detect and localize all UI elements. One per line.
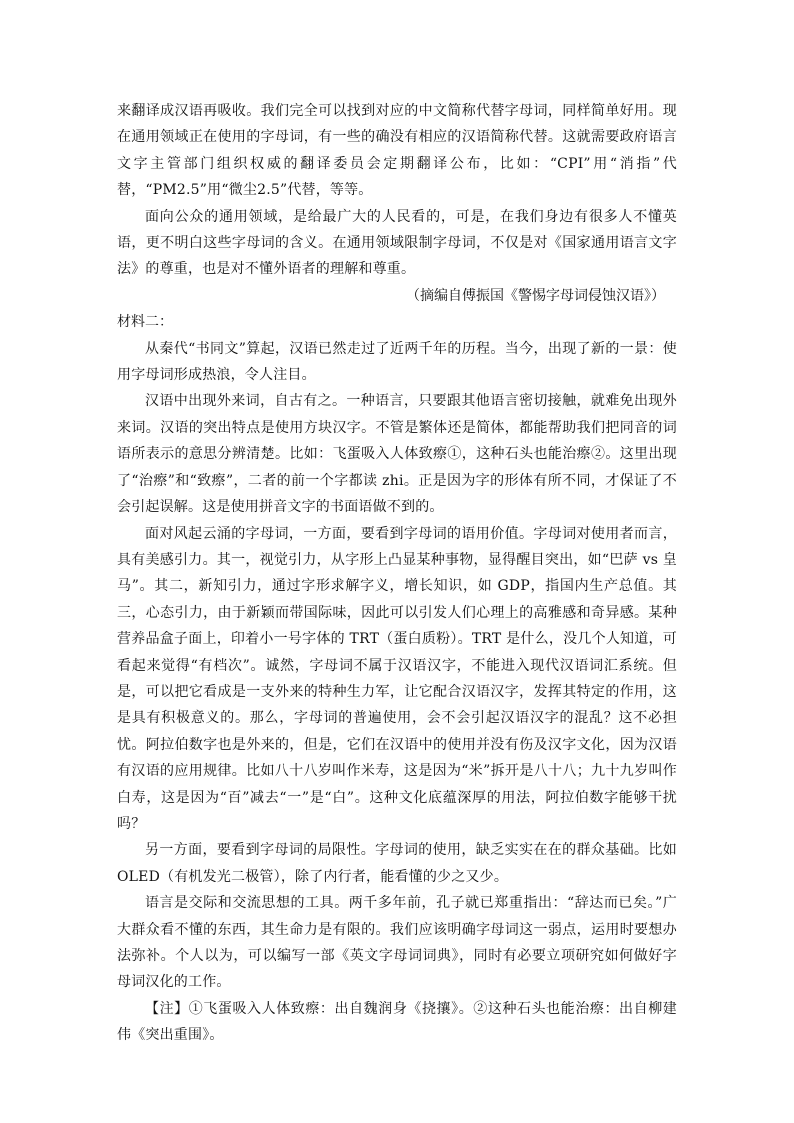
document-page: [117, 98, 677, 1049]
footnote: 【注】①飞蛋吸入人体致瘵：出自魏润身《挠攘》。②这种石头也能治瘵：出自柳建伟《突出重围》。: [117, 1000, 677, 1044]
material2-paragraph-3: 面对风起云涌的字母词，一方面，要看到字母词的语用价值。字母词对使用者而言，具有美感引力。其一，视觉引力，从字形上凸显某种事物，显得醒目突出，如“巴萨 vs 皇马”。其二，新知引力，通过字形求解字义，增长知识，如 GDP，指国内生产总值。其三，心态引力，由于新颖而带国际味，因此可以引发人们心理上的高雅感和奇异感。某种营养品盒子面上，印着小一号字体的 TRT（蛋白质粉）。TRT 是什么，没几个人知道，可看起来觉得“有档次”。诚然，字母词不属于汉语汉字，不能进入现代汉语词汇系统。但是，可以把它看成是一支外来的特种生力军，让它配合汉语汉字，发挥其特定的作用，这是具有积极意义的。那么，字母词的普遍使用，会不会引起汉语汉字的混乱？这不必担忧。阿拉伯数字也是外来的，但是，它们在汉语中的使用并没有伤及汉字文化，因为汉语有汉语的应用规律。比如八十八岁叫作米寿，这是因为“米”拆开是八十八；九十九岁叫作白寿，这是因为“百”减去“一”是“白”。这种文化底蕴深厚的用法，阿拉伯数字能够干扰吗？: [117, 525, 677, 832]
material1-source-citation: （摘编自傅振国《警惕字母词侵蚀汉语》）: [406, 287, 665, 304]
material1-paragraph-2: 面向公众的通用领域，是给最广大的人民看的，可是，在我们身边有很多人不懂英语，更不明白这些字母词的含义。在通用领域限制字母词，不仅是对《国家通用语言文字法》的尊重，也是对不懂外语者的理解和尊重。: [117, 208, 677, 278]
material2-paragraph-4: 另一方面，要看到字母词的局限性。字母词的使用，缺乏实实在在的群众基础。比如 OLED（有机发光二极管），除了内行者，能看懂的少之又少。: [117, 842, 677, 885]
material2-paragraph-2: 汉语中出现外来词，自古有之。一种语言，只要跟其他语言密切接触，就难免出现外来词。汉语的突出特点是使用方块汉字。不管是繁体还是简体，都能帮助我们把同音的词语所表示的意思分辨清楚。比如：飞蛋吸入人体致瘵①，这种石头也能治瘵②。这里出现了“治瘵”和“致瘵”，二者的前一个字都读 zhi。正是因为字的形体有所不同，才保证了不会引起误解。这是使用拼音文字的书面语做不到的。: [117, 393, 677, 516]
material2-paragraph-1: 从秦代“书同文”算起，汉语已然走过了近两千年的历程。当今，出现了新的一景：使用字母词形成热浪，令人注目。: [117, 340, 677, 384]
material1-paragraph-1: 来翻译成汉语再吸收。我们完全可以找到对应的中文简称代替字母词，同样简单好用。现在通用领域正在使用的字母词，有一些的确没有相应的汉语简称代替。这就需要政府语言文字主管部门组织权威的翻译委员会定期翻译公布，比如：“CPI”用“消指”代替，“PM2.5”用“微尘2.5”代替，等等。: [117, 103, 677, 199]
material2-paragraph-5: 语言是交际和交流思想的工具。两千多年前，孔子就已郑重指出：“辞达而已矣。”广大群众看不懂的东西，其生命力是有限的。我们应该明确字母词这一弱点，运用时要想办法弥补。个人以为，可以编写一部《英文字母词词典》，同时有必要立项研究如何做好字母词汉化的工作。: [117, 895, 677, 991]
material2-heading: 材料二：: [117, 314, 173, 331]
